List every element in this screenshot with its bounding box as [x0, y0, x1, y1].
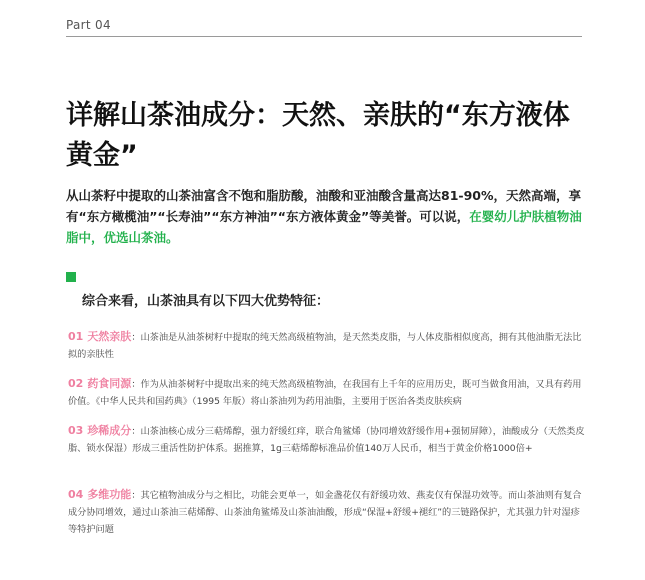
section-subheading: 综合来看，山茶油具有以下四大优势特征：	[82, 294, 330, 309]
feature-heading: 药食同源	[87, 377, 132, 390]
header-divider	[66, 36, 582, 37]
feature-colon: ：	[131, 490, 141, 501]
feature-number: 02	[68, 377, 84, 390]
feature-colon: ：	[131, 332, 141, 343]
intro-text: 从山茶籽中提取的山茶油富含不饱和脂肪酸，油酸和亚油酸含量高达81-90%，天然高端，享有“东方橄榄油”“长寿油”“东方神油”“东方液体黄金”等美誉。可以说，	[66, 188, 582, 224]
feature-heading: 天然亲肤	[87, 330, 132, 343]
feature-number: 04	[68, 488, 84, 501]
intro-highlight: 在婴幼儿护肤植物油脂中，优选山茶油。	[66, 209, 582, 245]
feature-body: 山茶油核心成分三萜烯醇，强力舒缓红痒，联合角鲨烯（协同增效舒缓作用+强韧屏障），油酸成分（天然类皮脂、锁水保湿）形成三重活性防护体系。据推算，1g三萜烯醇标准品价值140万人民币，相当于黄金价格1000倍+	[68, 426, 585, 454]
feature-item	[68, 422, 588, 457]
feature-heading: 珍稀成分	[87, 424, 132, 437]
feature-item	[68, 486, 588, 538]
feature-number: 03	[68, 424, 84, 437]
feature-body: 作为从油茶树籽中提取出来的纯天然高级植物油，在我国有上千年的应用历史，既可当做食用油，又具有药用价值。《中华人民共和国药典》（1995 年版）将山茶油列为药用油脂，主要用于医治各类皮肤疾病	[68, 379, 582, 407]
feature-body: 山茶油是从油茶树籽中提取的纯天然高级植物油，是天然类皮脂，与人体皮脂相似度高，拥有其他油脂无法比拟的亲肤性	[68, 332, 582, 360]
feature-colon: ：	[131, 379, 141, 390]
part-label: Part 04	[66, 18, 111, 32]
feature-number: 01	[68, 330, 84, 343]
feature-item	[68, 328, 588, 363]
section-marker-icon	[66, 272, 76, 282]
feature-body: 其它植物油成分与之相比，功能会更单一，如金盏花仅有舒缓功效、燕麦仅有保湿功效等。而山茶油则有复合成分协同增效，通过山茶油三萜烯醇、山茶油角鲨烯及山茶油油酸，形成“保湿+舒缓+褪红”的三链路保护，尤其强力针对湿疹等特护问题	[68, 490, 582, 535]
page-title: 详解山茶油成分：天然、亲肤的“东方液体黄金”	[66, 100, 570, 171]
feature-heading: 多维功能	[87, 488, 132, 501]
intro-paragraph	[66, 185, 586, 248]
feature-item	[68, 375, 588, 410]
feature-colon: ：	[131, 426, 141, 437]
